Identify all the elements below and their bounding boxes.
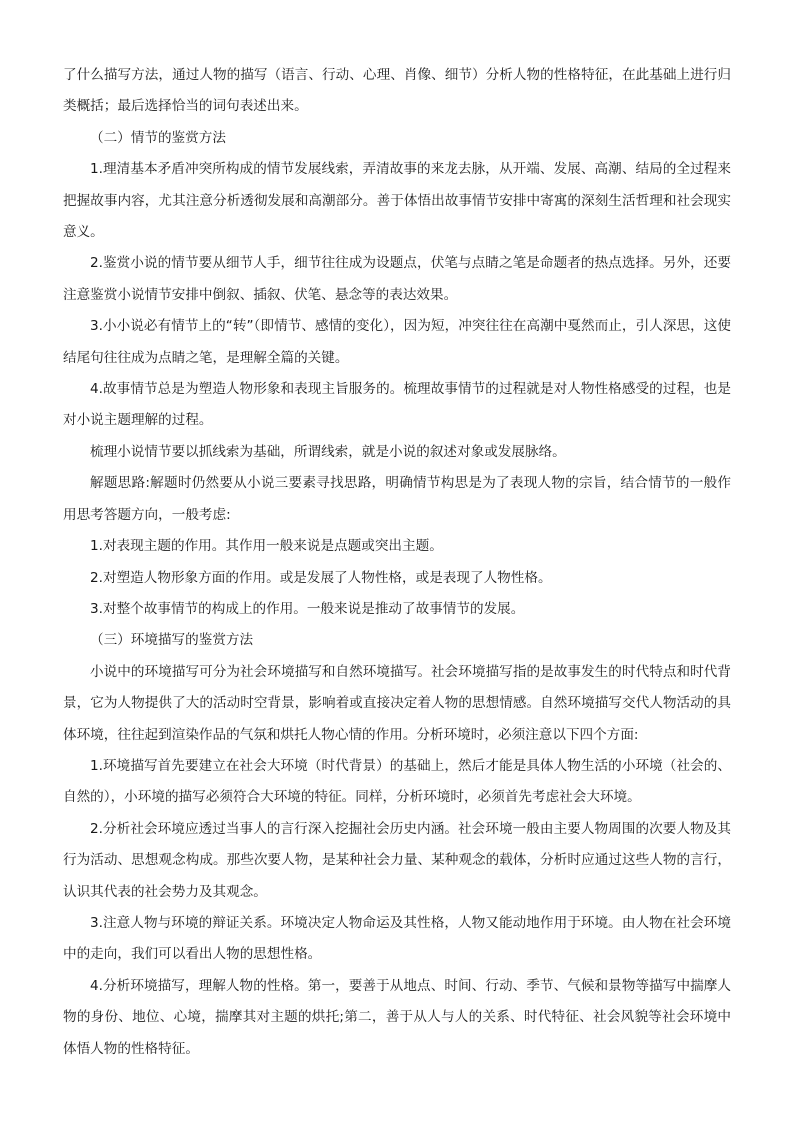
paragraph-continuation: 了什么描写方法，通过人物的描写（语言、行动、心理、肖像、细节）分析人物的性格特征，在此基础上进行归类概括；最后选择恰当的词句表述出来。 (63, 67, 731, 115)
paragraph-environment-3: 3.注意人物与环境的辩证关系。环境决定人物命运及其性格，人物又能动地作用于环境。由人物在社会环境中的走向，我们可以看出人物的思想性格。 (63, 914, 731, 963)
section-heading-plot: （二）情节的鉴赏方法 (90, 129, 226, 146)
paragraph-plot-clue: 梳理小说情节要以抓线索为基础，所谓线索，就是小说的叙述对象或发展脉络。 (90, 443, 566, 460)
paragraph-plot-2: 2.鉴赏小说的情节要从细节人手，细节往往成为设题点，伏笔与点睛之笔是命题者的热点选择。另外，还要注意鉴赏小说情节安排中倒叙、插叙、伏笔、悬念等的表达效果。 (63, 255, 731, 303)
paragraph-plot-4: 4.故事情节总是为塑造人物形象和表现主旨服务的。梳理故事情节的过程就是对人物性格感受的过程，也是对小说主题理解的过程。 (63, 381, 731, 429)
paragraph-environment-2: 2.分析社会环境应透过当事人的言行深入挖掘社会历史内涵。社会环境一般由主要人物周围的次要人物及其行为活动、思想观念构成。那些次要人物，是某种社会力量、某种观念的载体，分析时应通过这些人物的言行，认识其代表的社会势力及其观念。 (63, 820, 731, 900)
paragraph-environment-intro: 小说中的环境描写可分为社会环境描写和自然环境描写。社会环境描写指的是故事发生的时代特点和时代背景，它为人物提供了大的活动时空背景，影响着或直接决定着人物的思想情感。自然环境描写交代人物活动的具体环境，往往起到渲染作品的气氛和烘托人物心情的作用。分析环境时，必须注意以下四个方面: (63, 663, 731, 743)
paragraph-effect-theme: 1.对表现主题的作用。其作用一般来说是点题或突出主题。 (90, 538, 443, 555)
paragraph-effect-character: 2.对塑造人物形象方面的作用。或是发展了人物性格，或是表现了人物性格。 (90, 569, 552, 586)
paragraph-plot-3: 3.小小说必有情节上的“转”（即情节、感情的变化），因为短，冲突往往在高潮中戛然而止，引人深思，这使结尾句往往成为点睛之笔，是理解全篇的关键。 (63, 318, 731, 366)
paragraph-environment-4: 4.分析环境描写，理解人物的性格。第一，要善于从地点、时间、行动、季节、气候和景物等描写中揣摩人物的身份、地位、心境，揣摩其对主题的烘托;第二，善于从人与人的关系、时代特征、社会风貌等社会环境中体悟人物的性格特征。 (63, 977, 731, 1057)
paragraph-plot-1: 1.理清基本矛盾冲突所构成的情节发展线索，弄清故事的来龙去脉，从开端、发展、高潮、结局的全过程来把握故事内容，尤其注意分析透彻发展和高潮部分。善于体悟出故事情节安排中寄寓的深刻生活哲理和社会现实意义。 (63, 161, 731, 241)
paragraph-solving-approach: 解题思路:解题时仍然要从小说三要素寻找思路，明确情节构思是为了表现人物的宗旨，结合情节的一般作用思考答题方向，一般考虑: (63, 475, 731, 523)
paragraph-effect-plot: 3.对整个故事情节的构成上的作用。一般来说是推动了故事情节的发展。 (90, 600, 525, 617)
paragraph-environment-1: 1.环境描写首先要建立在社会大环境（时代背景）的基础上，然后才能是具体人物生活的小环境（社会的、自然的），小环境的描写必须符合大环境的特征。同样，分析环境时，必须首先考虑社会大环境。 (63, 757, 731, 806)
section-heading-environment: （三）环境描写的鉴赏方法 (90, 632, 254, 649)
document-body (63, 60, 731, 1065)
